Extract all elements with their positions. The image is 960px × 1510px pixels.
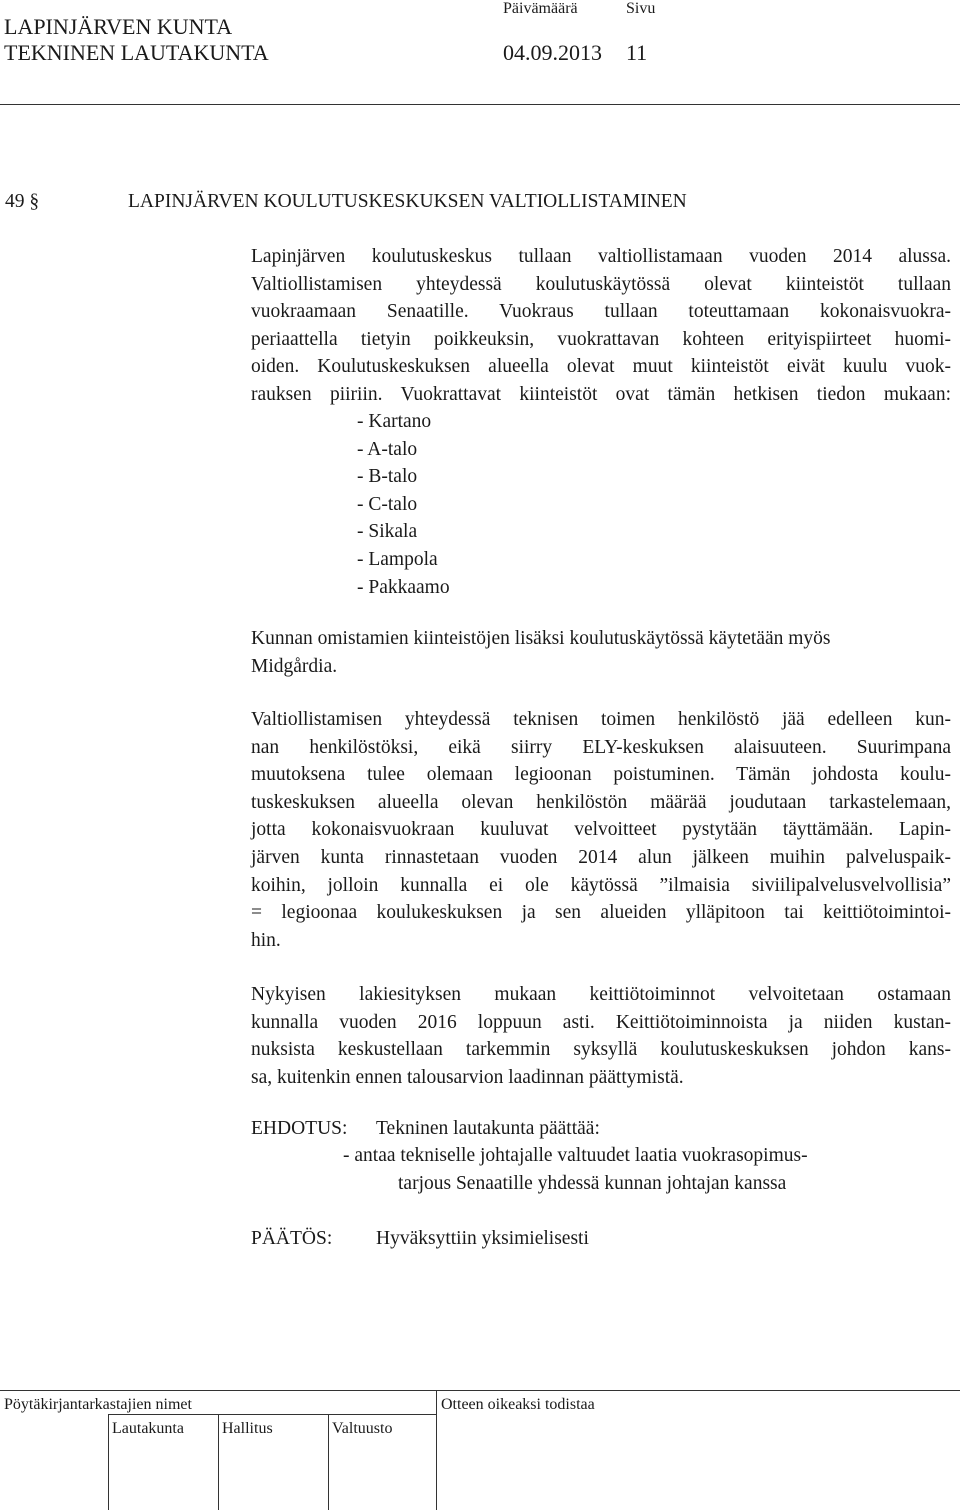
footer-cell-border [218,1414,219,1510]
footer-cell-valtuusto: Valtuusto [332,1420,393,1437]
list-item: - B-talo [357,466,418,488]
document-date: 04.09.2013 [503,40,602,65]
paragraph-line: oiden. Koulutuskeskuksen alueella olevat muut kiinteistöt eivät kuulu vuok- [251,356,951,378]
proposal-item-line-2: tarjous Senaatille yhdessä kunnan johtajan kanssa [398,1173,787,1194]
paragraph-line: koihin, jolloin kunnalla ei ole käytössä ”ilmaisia siviilipalvelusvelvollisia” [251,874,951,896]
list-item: - Sikala [357,521,418,543]
paragraph-line: = legioonaa koulukeskuksen ja sen alueiden ylläpitoon tai keittiötoimintoi- [251,902,951,924]
paragraph-line: sa, kuitenkin ennen talousarvion laadinnan päättymistä. [251,1066,684,1088]
paragraph-line: Lapinjärven koulutuskeskus tullaan valtiollistamaan vuoden 2014 alussa. [251,246,951,267]
proposal-item-line-1: - antaa tekniselle johtajalle valtuudet laatia vuokrasopimus- [343,1145,808,1166]
list-item: - Pakkaamo [357,576,450,598]
footer-cell-lautakunta: Lautakunta [112,1420,184,1437]
paragraph-line: nuksista keskustellaan tarkemmin syksyllä koulutuskeskuksen johdon kans- [251,1039,951,1061]
paragraph-line: Valtiollistamisen yhteydessä koulutuskäytössä olevat kiinteistöt tullaan [251,273,951,295]
buildings-list [357,408,450,601]
list-item: - Lampola [357,548,438,570]
proposal-label: EHDOTUS: [251,1118,348,1139]
footer-top-rule [0,1390,960,1391]
paragraph-2 [251,625,831,680]
footer-cells-top-rule [108,1414,436,1415]
section-title: LAPINJÄRVEN KOULUTUSKESKUKSEN VALTIOLLISTAMINEN [128,191,687,212]
footer-cell-border [108,1414,109,1510]
paragraph-line: järven kunta rinnastetaan vuoden 2014 alun jälkeen muihin palveluspaik- [251,846,951,868]
footer-cell-hallitus: Hallitus [222,1420,273,1437]
paragraph-line: muutoksena tulee olemaan legioonan poistuminen. Tämän johdosta koulu- [251,764,951,786]
paragraph-line: Kunnan omistamien kiinteistöjen lisäksi koulutuskäytössä käytetään myös [251,628,831,649]
paragraph-line: kunnalla vuoden 2016 loppuun asti. Keittiötoiminnoista ja niiden kustan- [251,1011,951,1033]
paragraph-line: Valtiollistamisen yhteydessä teknisen toimen henkilöstö jää edelleen kun- [251,709,951,730]
section-symbol: § [29,191,40,212]
decision-label: PÄÄTÖS: [251,1228,333,1249]
list-item: - A-talo [357,438,418,460]
section-number-value: 49 [5,191,25,212]
footer-cell-border [328,1414,329,1510]
paragraph-line: vuokraamaan Senaatille. Vuokraus tullaan toteuttamaan kokonaisvuokra- [251,301,951,323]
board-name: TEKNINEN LAUTAKUNTA [4,40,269,65]
paragraph-line: Midgårdia. [251,655,338,677]
list-item: - Kartano [357,411,432,432]
paragraph-line: periaattella tietyin poikkeuksin, vuokrattavan kohteen erityispiirteet huomi- [251,328,951,350]
paragraph-line: tuskeskuksen alueella olevan henkilöstön määrää joudutaan tarkastelemaan, [251,791,951,813]
list-item: - C-talo [357,493,418,515]
page-label: Sivu [626,0,656,17]
footer-checkers-label: Pöytäkirjantarkastajien nimet [4,1396,192,1413]
paragraph-line: hin. [251,929,281,951]
paragraph-line: nan henkilöstöksi, eikä siirry ELY-keskuksen alaisuuteen. Suurimpana [251,736,951,758]
paragraph-line: rauksen piiriin. Vuokrattavat kiinteistöt ovat tämän hetkisen tiedon mukaan: [251,383,951,405]
paragraph-3 [251,706,951,954]
date-label: Päivämäärä [503,0,578,17]
decision-text: Hyväksyttiin yksimielisesti [376,1228,589,1249]
header-divider [0,104,960,105]
footer-copy-label: Otteen oikeaksi todistaa [441,1396,595,1413]
page-number: 11 [626,40,648,65]
paragraph-line: jotta kokonaisvuokraan kuuluvat velvoitteet pystytään täyttämään. Lapin- [251,819,951,841]
paragraph-1 [251,243,951,409]
paragraph-line: Nykyisen lakiesityksen mukaan keittiötoiminnot velvoitetaan ostamaan [251,984,951,1005]
footer-divider [436,1390,437,1510]
proposal-text: Tekninen lautakunta päättää: [376,1118,600,1139]
municipality-name: LAPINJÄRVEN KUNTA [4,14,233,39]
section-number [5,188,39,216]
paragraph-4 [251,981,951,1091]
